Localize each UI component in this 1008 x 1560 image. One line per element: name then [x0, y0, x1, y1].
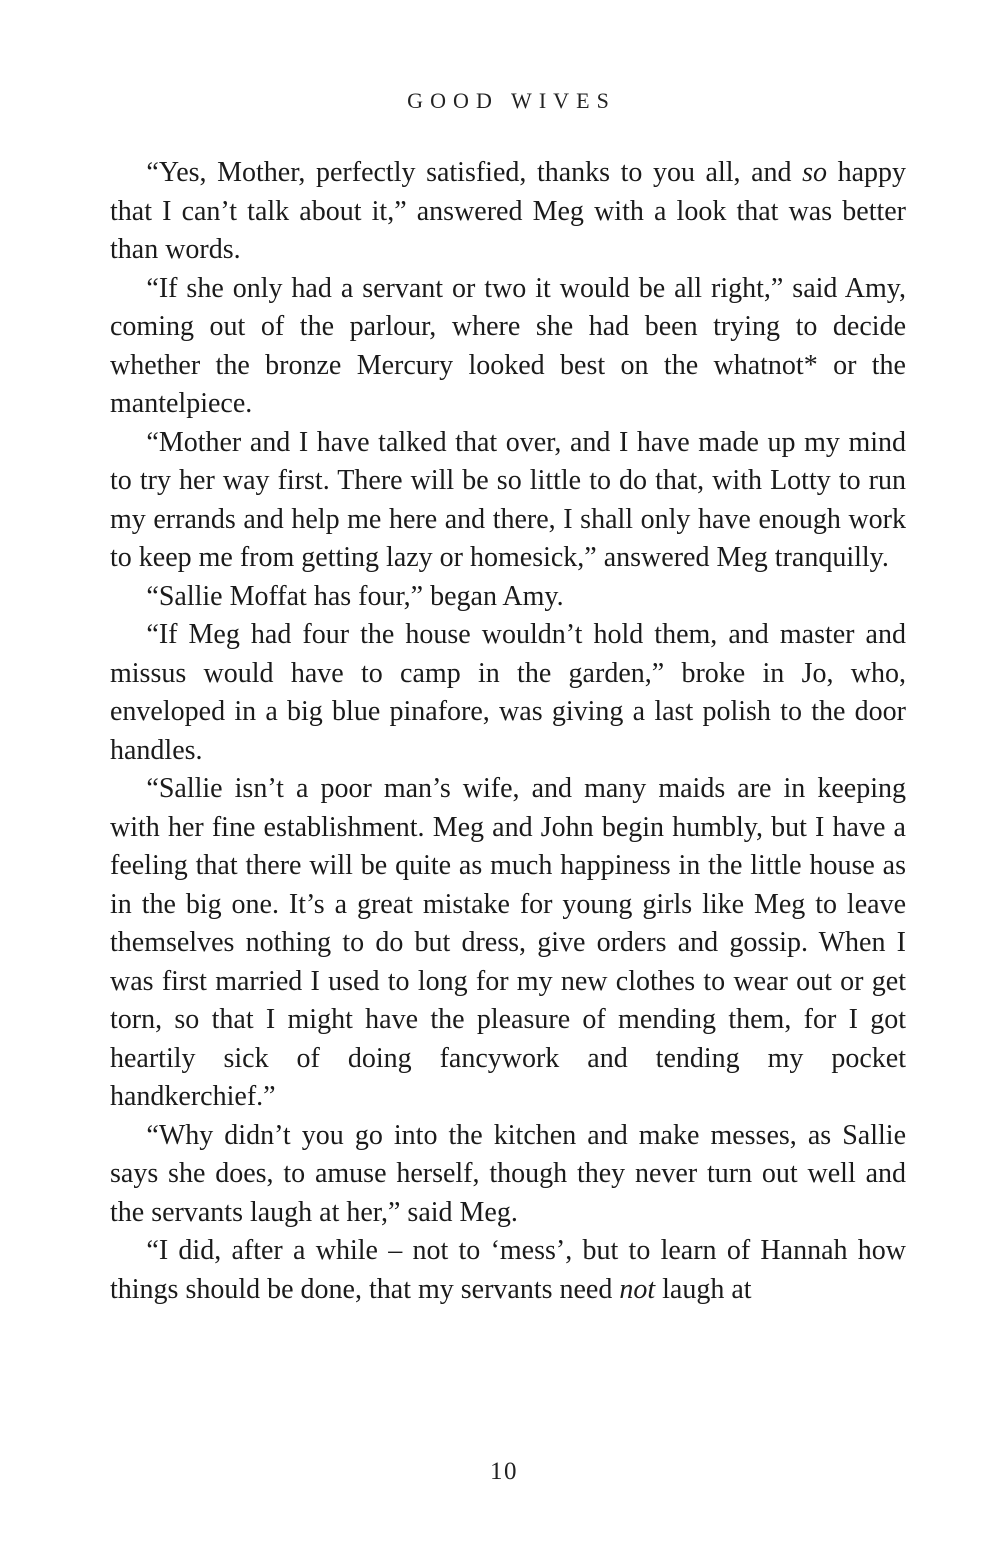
paragraph-7	[110, 1117, 906, 1233]
text-segment: “I did, after a while – not to ‘mess’, but to learn of Hannah how things should be done, that my servants need	[110, 1235, 906, 1305]
text-segment: happy that I can’t talk about it,” answered Meg with a look that was better than words.	[110, 157, 906, 265]
paragraph-5	[110, 616, 906, 770]
text-segment: “Sallie isn’t a poor man’s wife, and many maids are in keeping with her fine establishment. Meg and John begin humbly, but I have a feeling that there will be quite as much happiness in the little house as in the big one. It’s a great mistake for young girls like Meg to leave themselves nothing to do but dress, give orders and gossip. When I was first married I used to long for my new clothes to wear out or get torn, so that I might have the pleasure of mending them, for I got heartily sick of doing fancywork and tending my pocket handkerchief.”	[110, 773, 906, 1112]
paragraph-1	[110, 154, 906, 270]
text-segment: “If Meg had four the house wouldn’t hold them, and master and missus would have to camp in the garden,” broke in Jo, who, enveloped in a big blue pinafore, was giving a last polish to the door handles.	[110, 619, 906, 766]
text-segment: laugh at	[655, 1273, 752, 1305]
paragraph-4	[110, 578, 906, 617]
text-segment: “Why didn’t you go into the kitchen and make messes, as Sallie says she does, to amuse herself, though they never turn out well and the servants laugh at her,” said Meg.	[110, 1119, 906, 1228]
italic-segment: so	[802, 157, 827, 188]
running-header: GOOD WIVES	[407, 88, 616, 113]
text-block	[110, 154, 906, 1309]
text-segment: “Yes, Mother, perfectly satisfied, thanks to you all, and	[146, 157, 803, 188]
text-segment: “Sallie Moffat has four,” began Amy.	[146, 580, 564, 612]
paragraph-2	[110, 270, 906, 424]
italic-segment: not	[619, 1273, 656, 1305]
paragraph-3	[110, 424, 906, 578]
page-number: 10	[490, 1458, 518, 1485]
text-segment: “Mother and I have talked that over, and I have made up my mind to try her way first. There will be so little to do that, with Lotty to run my errands and help me here and there, I shall only have enough work to keep me from getting lazy or homesick,” answered Meg tranquilly.	[110, 426, 906, 573]
text-segment: “If she only had a servant or two it would be all right,” said Amy, coming out of the parlour, where she had been trying to decide whether the bronze Mercury looked best on the whatnot* or the mantelpiece.	[110, 272, 906, 419]
paragraph-8	[110, 1232, 906, 1309]
paragraph-6	[110, 770, 906, 1117]
